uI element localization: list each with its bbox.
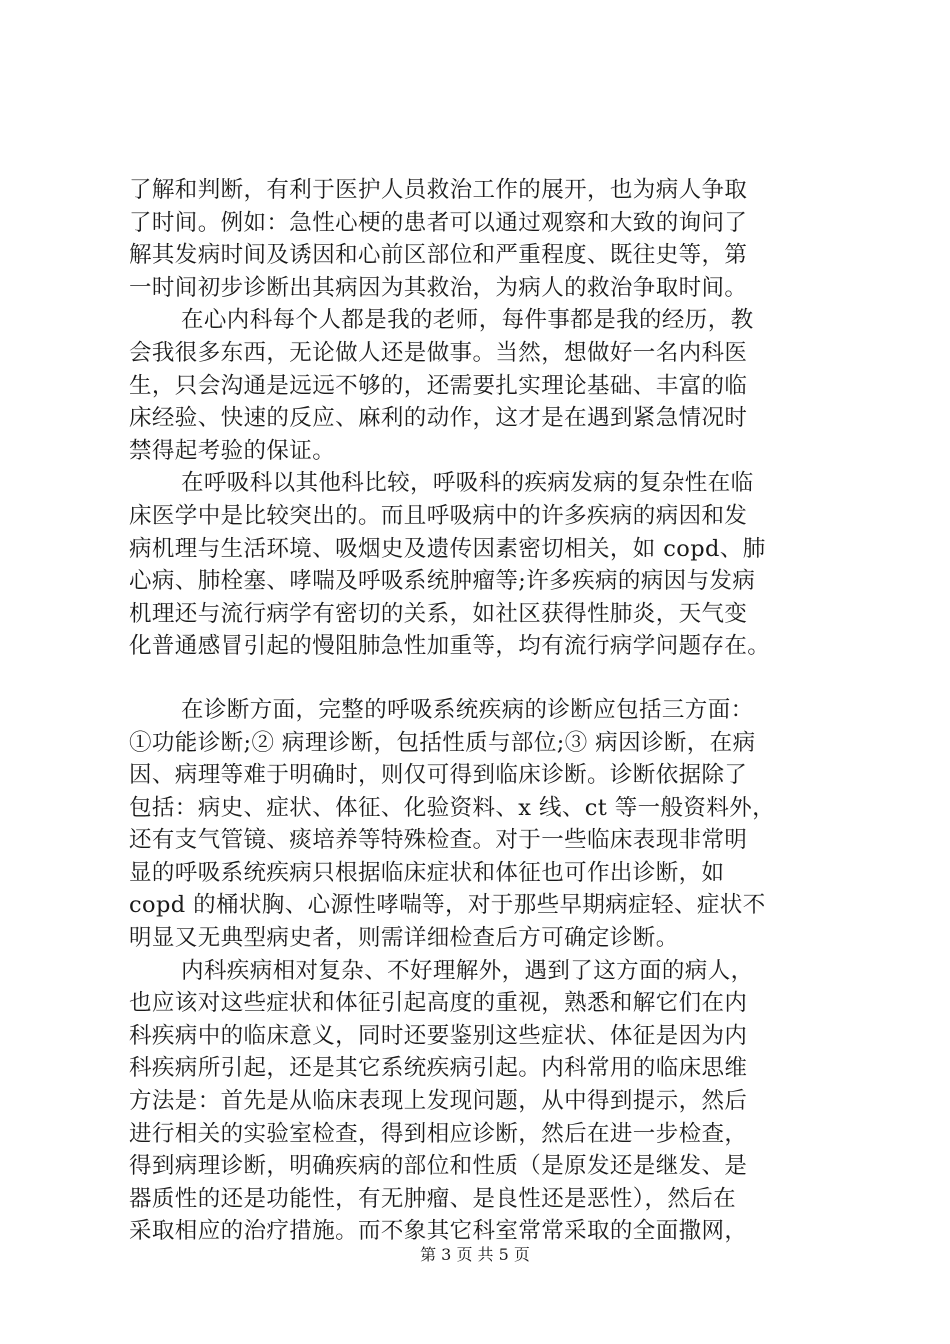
text-line: 解其发病时间及诱因和心前区部位和严重程度、既往史等，第 (129, 242, 748, 269)
text-line: ①功能诊断;② 病理诊断，包括性质与部位;③ 病因诊断，在病 (129, 729, 756, 756)
page-number: 第 3 页 共 5 页 (420, 1245, 530, 1264)
text-line: 还有支气管镜、痰培养等特殊检查。对于一些临床表现非常明 (129, 827, 748, 854)
text-line: 在诊断方面，完整的呼吸系统疾病的诊断应包括三方面： (181, 696, 754, 723)
text-line: 科疾病中的临床意义，同时还要鉴别这些症状、体征是因为内 (129, 1022, 748, 1049)
text-line: 方法是：首先是从临床表现上发现问题，从中得到提示，然后 (129, 1088, 748, 1115)
paragraph-5 (129, 955, 849, 1248)
text-line: 得到病理诊断，明确疾病的部位和性质（是原发还是继发、是 (129, 1153, 748, 1180)
text-line: copd 的桶状胸、心源性哮喘等，对于那些早期病症轻、症状不 (129, 892, 766, 919)
text-line: 进行相关的实验室检查，得到相应诊断，然后在进一步检查， (129, 1120, 748, 1147)
text-line: 在呼吸科以其他科比较，呼吸科的疾病发病的复杂性在临 (181, 470, 754, 497)
text-line: 了时间。例如：急性心梗的患者可以通过观察和大致的询问了 (129, 209, 748, 236)
text-line: 床医学中是比较突出的。而且呼吸病中的许多疾病的病因和发 (129, 502, 748, 529)
paragraph-spacer (129, 663, 849, 694)
text-line: 器质性的还是功能性，有无肿瘤、是良性还是恶性），然后在 (129, 1185, 737, 1212)
text-line: 内科疾病相对复杂、不好理解外，遇到了这方面的病人， (181, 957, 754, 984)
text-line: 包括：病史、症状、体征、化验资料、x 线、ct 等一般资料外， (129, 794, 776, 821)
text-line: 科疾病所引起，还是其它系统疾病引起。内科常用的临床思维 (129, 1055, 748, 1082)
text-line: 也应该对这些症状和体征引起高度的重视，熟悉和解它们在内 (129, 990, 748, 1017)
body-text (129, 174, 849, 1248)
text-line: 一时间初步诊断出其病因为其救治，为病人的救治争取时间。 (129, 274, 748, 301)
text-line: 机理还与流行病学有密切的关系，如社区获得性肺炎，天气变 (129, 600, 748, 627)
text-line: 生，只会沟通是远远不够的，还需要扎实理论基础、丰富的临 (129, 372, 748, 399)
paragraph-3 (129, 467, 849, 663)
text-line: 显的呼吸系统疾病只根据临床症状和体征也可作出诊断，如 (129, 859, 725, 886)
text-line: 会我很多东西，无论做人还是做事。当然，想做好一名内科医 (129, 339, 748, 366)
text-line: 心病、肺栓塞、哮喘及呼吸系统肿瘤等;许多疾病的病因与发病 (129, 568, 756, 595)
text-line: 明显又无典型病史者，则需详细检查后方可确定诊断。 (129, 925, 679, 952)
text-line: 化普通感冒引起的慢阻肺急性加重等，均有流行病学问题存在。 (129, 633, 771, 660)
paragraph-4 (129, 694, 849, 955)
text-line: 禁得起考验的保证。 (129, 437, 336, 464)
text-line: 在心内科每个人都是我的老师，每件事都是我的经历，教 (181, 307, 754, 334)
text-line: 采取相应的治疗措施。而不象其它科室常常采取的全面撒网， (129, 1218, 748, 1245)
text-line: 病机理与生活环境、吸烟史及遗传因素密切相关，如 copd、肺 (129, 535, 766, 562)
text-line: 因、病理等难于明确时，则仅可得到临床诊断。诊断依据除了 (129, 762, 748, 789)
text-line: 床经验、快速的反应、麻利的动作，这才是在遇到紧急情况时 (129, 405, 748, 432)
paragraph-1 (129, 174, 849, 304)
text-line: 了解和判断，有利于医护人员救治工作的展开，也为病人争取 (129, 177, 748, 203)
paragraph-2 (129, 304, 849, 467)
